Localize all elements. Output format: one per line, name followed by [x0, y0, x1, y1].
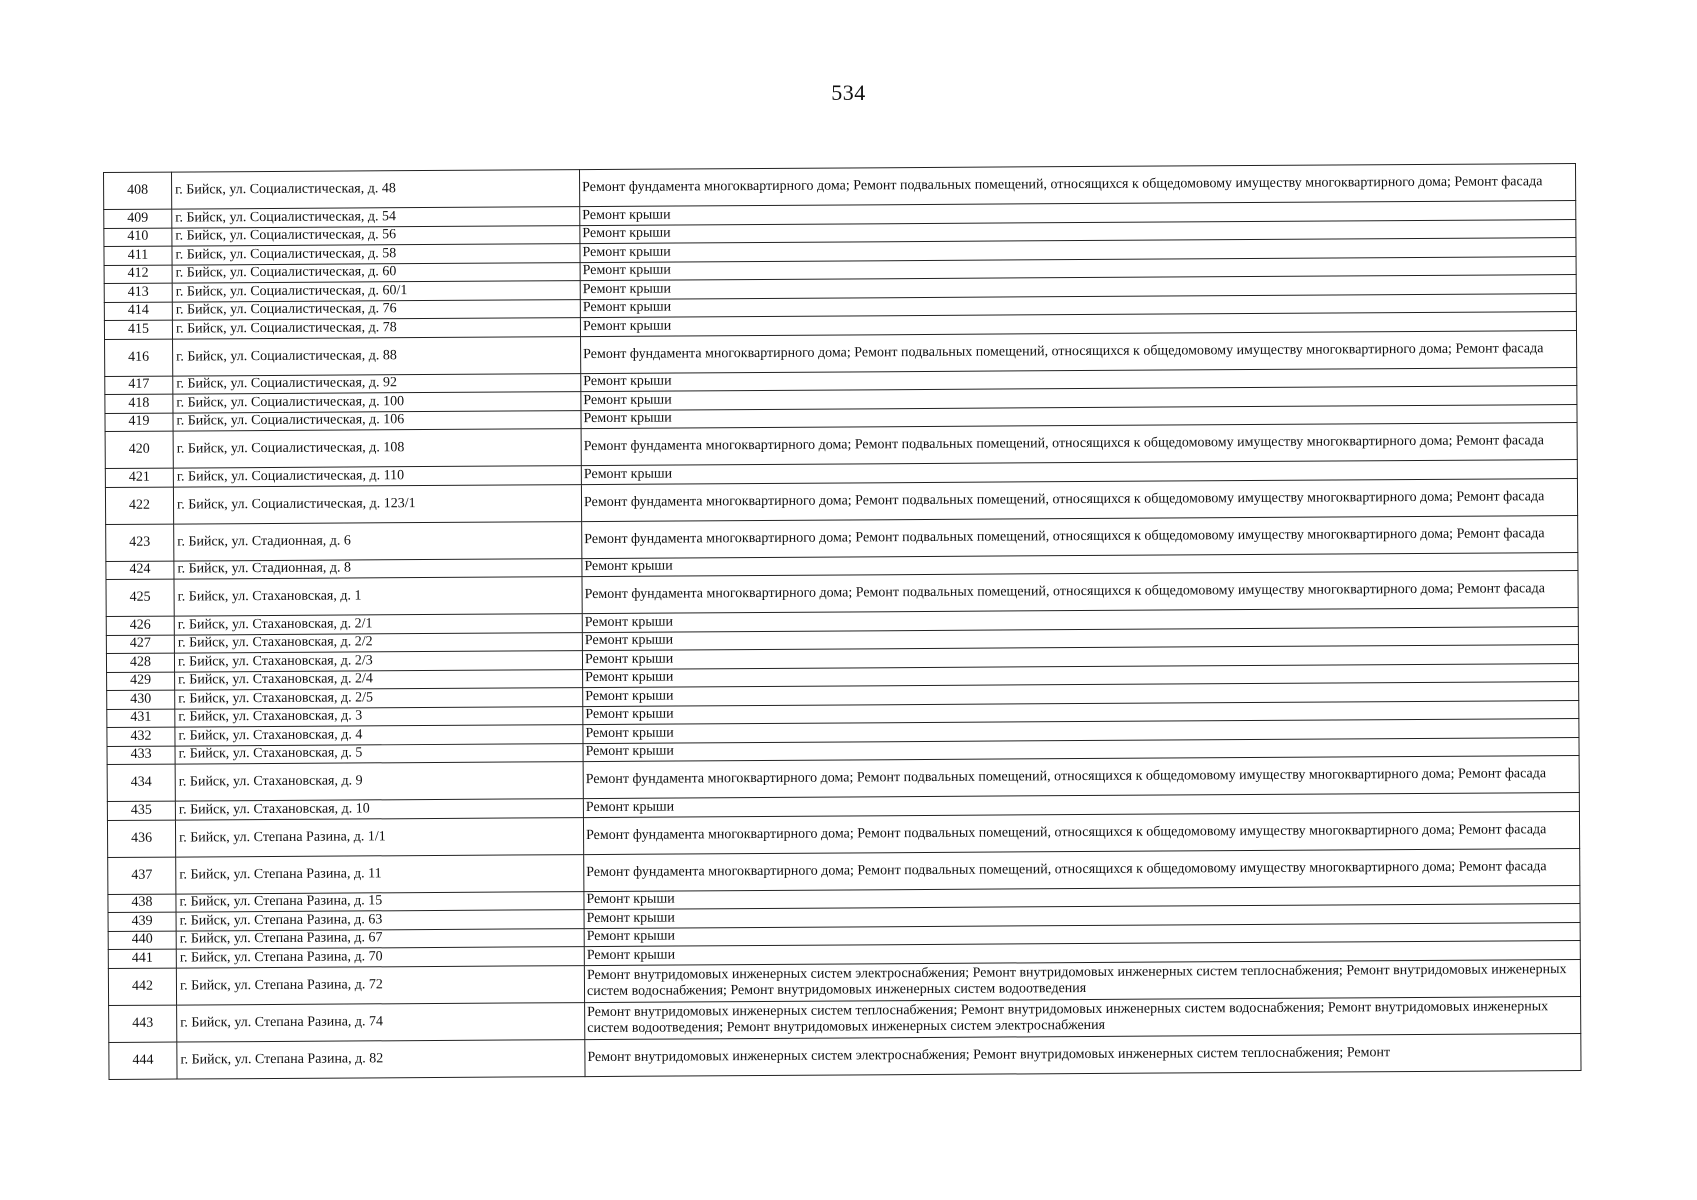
work-type-cell: Ремонт крыши	[580, 312, 1576, 337]
work-type-cell: Ремонт крыши	[583, 700, 1579, 725]
work-type-cell: Ремонт крыши	[581, 404, 1577, 429]
address-cell: г. Бийск, ул. Степана Разина, д. 70	[176, 947, 584, 968]
work-type-cell: Ремонт крыши	[580, 256, 1576, 281]
row-number-cell: 442	[108, 968, 176, 1005]
address-cell: г. Бийск, ул. Социалистическая, д. 123/1	[173, 484, 581, 523]
address-cell: г. Бийск, ул. Социалистическая, д. 54	[172, 207, 580, 228]
row-number-cell: 428	[106, 653, 174, 672]
work-type-cell: Ремонт внутридомовых инженерных систем теплоснабжения; Ремонт внутридомовых инженерных систем водоснабжения; Ремонт внутридомовых инженерных систем водоотведения; Ремонт внутридомовых инженерных систем электроснабжения	[585, 996, 1581, 1039]
table-row	[109, 1033, 1581, 1079]
work-type-cell: Ремонт крыши	[584, 940, 1580, 965]
work-type-cell: Ремонт фундамента многоквартирного дома; Ремонт подвальных помещений, относящихся к общедомовому имуществу многоквартирного дома; Ремонт фасада	[583, 811, 1579, 854]
work-type-cell: Ремонт фундамента многоквартирного дома; Ремонт подвальных помещений, относящихся к общедомовому имуществу многоквартирного дома; Ремонт фасада	[579, 164, 1575, 207]
address-cell: г. Бийск, ул. Социалистическая, д. 60/1	[172, 281, 580, 302]
row-number-cell: 423	[106, 524, 174, 561]
row-number-cell: 414	[104, 302, 172, 321]
address-cell: г. Бийск, ул. Степана Разина, д. 74	[177, 1002, 585, 1041]
row-number-cell: 415	[104, 320, 172, 339]
work-type-cell: Ремонт крыши	[582, 552, 1578, 577]
work-type-cell: Ремонт крыши	[584, 903, 1580, 928]
address-cell: г. Бийск, ул. Социалистическая, д. 76	[172, 299, 580, 320]
work-type-cell: Ремонт фундамента многоквартирного дома; Ремонт подвальных помещений, относящихся к общедомовому имуществу многоквартирного дома; Ремонт фасада	[582, 515, 1578, 558]
address-cell: г. Бийск, ул. Степана Разина, д. 1/1	[175, 817, 583, 856]
row-number-cell: 443	[109, 1005, 177, 1042]
work-type-cell: Ремонт крыши	[581, 367, 1577, 392]
address-cell: г. Бийск, ул. Социалистическая, д. 56	[172, 225, 580, 246]
row-number-cell: 424	[106, 561, 174, 580]
row-number-cell: 417	[105, 376, 173, 395]
row-number-cell: 430	[107, 690, 175, 709]
row-number-cell: 422	[105, 487, 173, 524]
row-number-cell: 409	[104, 209, 172, 228]
repair-table-body	[104, 164, 1582, 1079]
row-number-cell: 441	[108, 949, 176, 968]
row-number-cell: 411	[104, 246, 172, 265]
work-type-cell: Ремонт фундамента многоквартирного дома; Ремонт подвальных помещений, относящихся к общедомовому имуществу многоквартирного дома; Ремонт фасада	[584, 848, 1580, 891]
row-number-cell: 433	[107, 746, 175, 765]
document-sheet	[103, 163, 1581, 1079]
row-number-cell: 438	[108, 894, 176, 913]
work-type-cell: Ремонт фундамента многоквартирного дома; Ремонт подвальных помещений, относящихся к общедомовому имуществу многоквартирного дома; Ремонт фасада	[581, 423, 1577, 466]
work-type-cell: Ремонт крыши	[581, 459, 1577, 484]
work-type-cell: Ремонт крыши	[583, 681, 1579, 706]
row-number-cell: 410	[104, 228, 172, 247]
row-number-cell: 429	[107, 672, 175, 691]
row-number-cell: 436	[107, 820, 175, 857]
row-number-cell: 431	[107, 709, 175, 728]
work-type-cell: Ремонт крыши	[580, 201, 1576, 226]
row-number-cell: 440	[108, 931, 176, 950]
work-type-cell: Ремонт крыши	[582, 607, 1578, 632]
work-type-cell: Ремонт крыши	[582, 644, 1578, 669]
work-type-cell: Ремонт крыши	[583, 792, 1579, 817]
work-type-cell: Ремонт крыши	[584, 922, 1580, 947]
page-number: 534	[831, 80, 866, 105]
row-number-cell: 437	[108, 857, 176, 894]
address-cell: г. Бийск, ул. Стахановская, д. 10	[175, 799, 583, 820]
address-cell: г. Бийск, ул. Стахановская, д. 3	[175, 706, 583, 727]
address-cell: г. Бийск, ул. Стахановская, д. 2/4	[175, 669, 583, 690]
row-number-cell: 419	[105, 413, 173, 432]
repair-table	[103, 163, 1582, 1079]
address-cell: г. Бийск, ул. Социалистическая, д. 100	[173, 392, 581, 413]
address-cell: г. Бийск, ул. Социалистическая, д. 60	[172, 262, 580, 283]
address-cell: г. Бийск, ул. Социалистическая, д. 106	[173, 410, 581, 431]
work-type-cell: Ремонт крыши	[583, 718, 1579, 743]
address-cell: г. Бийск, ул. Степана Разина, д. 67	[176, 928, 584, 949]
work-type-cell: Ремонт крыши	[580, 275, 1576, 300]
address-cell: г. Бийск, ул. Стадионная, д. 6	[174, 521, 582, 560]
row-number-cell: 434	[107, 764, 175, 801]
work-type-cell: Ремонт фундамента многоквартирного дома; Ремонт подвальных помещений, относящихся к общедомовому имуществу многоквартирного дома; Ремонт фасада	[581, 330, 1577, 373]
address-cell: г. Бийск, ул. Стахановская, д. 1	[174, 577, 582, 616]
address-cell: г. Бийск, ул. Стахановская, д. 9	[175, 762, 583, 801]
work-type-cell: Ремонт крыши	[580, 238, 1576, 263]
address-cell: г. Бийск, ул. Социалистическая, д. 58	[172, 244, 580, 265]
address-cell: г. Бийск, ул. Стахановская, д. 5	[175, 743, 583, 764]
work-type-cell: Ремонт внутридомовых инженерных систем электроснабжения; Ремонт внутридомовых инженерных систем теплоснабжения; Ремонт внутридомовых инженерных систем водоснабжения; Ремонт внутридомовых инженерных систем водоотведения	[584, 959, 1580, 1002]
address-cell: г. Бийск, ул. Степана Разина, д. 11	[176, 854, 584, 893]
address-cell: г. Бийск, ул. Стахановская, д. 4	[175, 725, 583, 746]
row-number-cell: 426	[106, 616, 174, 635]
row-number-cell: 413	[104, 283, 172, 302]
address-cell: г. Бийск, ул. Степана Разина, д. 63	[176, 910, 584, 931]
address-cell: г. Бийск, ул. Социалистическая, д. 78	[172, 318, 580, 339]
address-cell: г. Бийск, ул. Степана Разина, д. 72	[176, 965, 584, 1004]
address-cell: г. Бийск, ул. Социалистическая, д. 48	[172, 170, 580, 209]
address-cell: г. Бийск, ул. Стадионная, д. 8	[174, 558, 582, 579]
work-type-cell: Ремонт крыши	[584, 885, 1580, 910]
row-number-cell: 420	[105, 431, 173, 468]
row-number-cell: 421	[105, 468, 173, 487]
work-type-cell: Ремонт фундамента многоквартирного дома; Ремонт подвальных помещений, относящихся к общедомовому имуществу многоквартирного дома; Ремонт фасада	[582, 570, 1578, 613]
work-type-cell: Ремонт крыши	[583, 737, 1579, 762]
work-type-cell: Ремонт крыши	[580, 293, 1576, 318]
row-number-cell: 439	[108, 912, 176, 931]
row-number-cell: 416	[105, 339, 173, 376]
row-number-cell: 408	[104, 172, 172, 209]
row-number-cell: 425	[106, 579, 174, 616]
address-cell: г. Бийск, ул. Социалистическая, д. 92	[173, 373, 581, 394]
row-number-cell: 412	[104, 265, 172, 284]
address-cell: г. Бийск, ул. Стахановская, д. 2/1	[174, 614, 582, 635]
address-cell: г. Бийск, ул. Степана Разина, д. 82	[177, 1039, 585, 1078]
row-number-cell: 435	[107, 801, 175, 820]
address-cell: г. Бийск, ул. Социалистическая, д. 110	[173, 466, 581, 487]
address-cell: г. Бийск, ул. Степана Разина, д. 15	[176, 891, 584, 912]
work-type-cell: Ремонт крыши	[580, 219, 1576, 244]
address-cell: г. Бийск, ул. Социалистическая, д. 88	[173, 336, 581, 375]
row-number-cell: 432	[107, 727, 175, 746]
work-type-cell: Ремонт фундамента многоквартирного дома; Ремонт подвальных помещений, относящихся к общедомовому имуществу многоквартирного дома; Ремонт фасада	[583, 755, 1579, 798]
address-cell: г. Бийск, ул. Социалистическая, д. 108	[173, 429, 581, 468]
address-cell: г. Бийск, ул. Стахановская, д. 2/5	[175, 688, 583, 709]
row-number-cell: 418	[105, 394, 173, 413]
work-type-cell: Ремонт крыши	[582, 626, 1578, 651]
row-number-cell: 444	[109, 1042, 177, 1079]
address-cell: г. Бийск, ул. Стахановская, д. 2/3	[174, 651, 582, 672]
work-type-cell: Ремонт внутридомовых инженерных систем электроснабжения; Ремонт внутридомовых инженерных систем теплоснабжения; Ремонт	[585, 1033, 1581, 1076]
address-cell: г. Бийск, ул. Стахановская, д. 2/2	[174, 632, 582, 653]
work-type-cell: Ремонт фундамента многоквартирного дома; Ремонт подвальных помещений, относящихся к общедомовому имуществу многоквартирного дома; Ремонт фасада	[581, 478, 1577, 521]
row-number-cell: 427	[106, 635, 174, 654]
work-type-cell: Ремонт крыши	[583, 663, 1579, 688]
work-type-cell: Ремонт крыши	[581, 386, 1577, 411]
